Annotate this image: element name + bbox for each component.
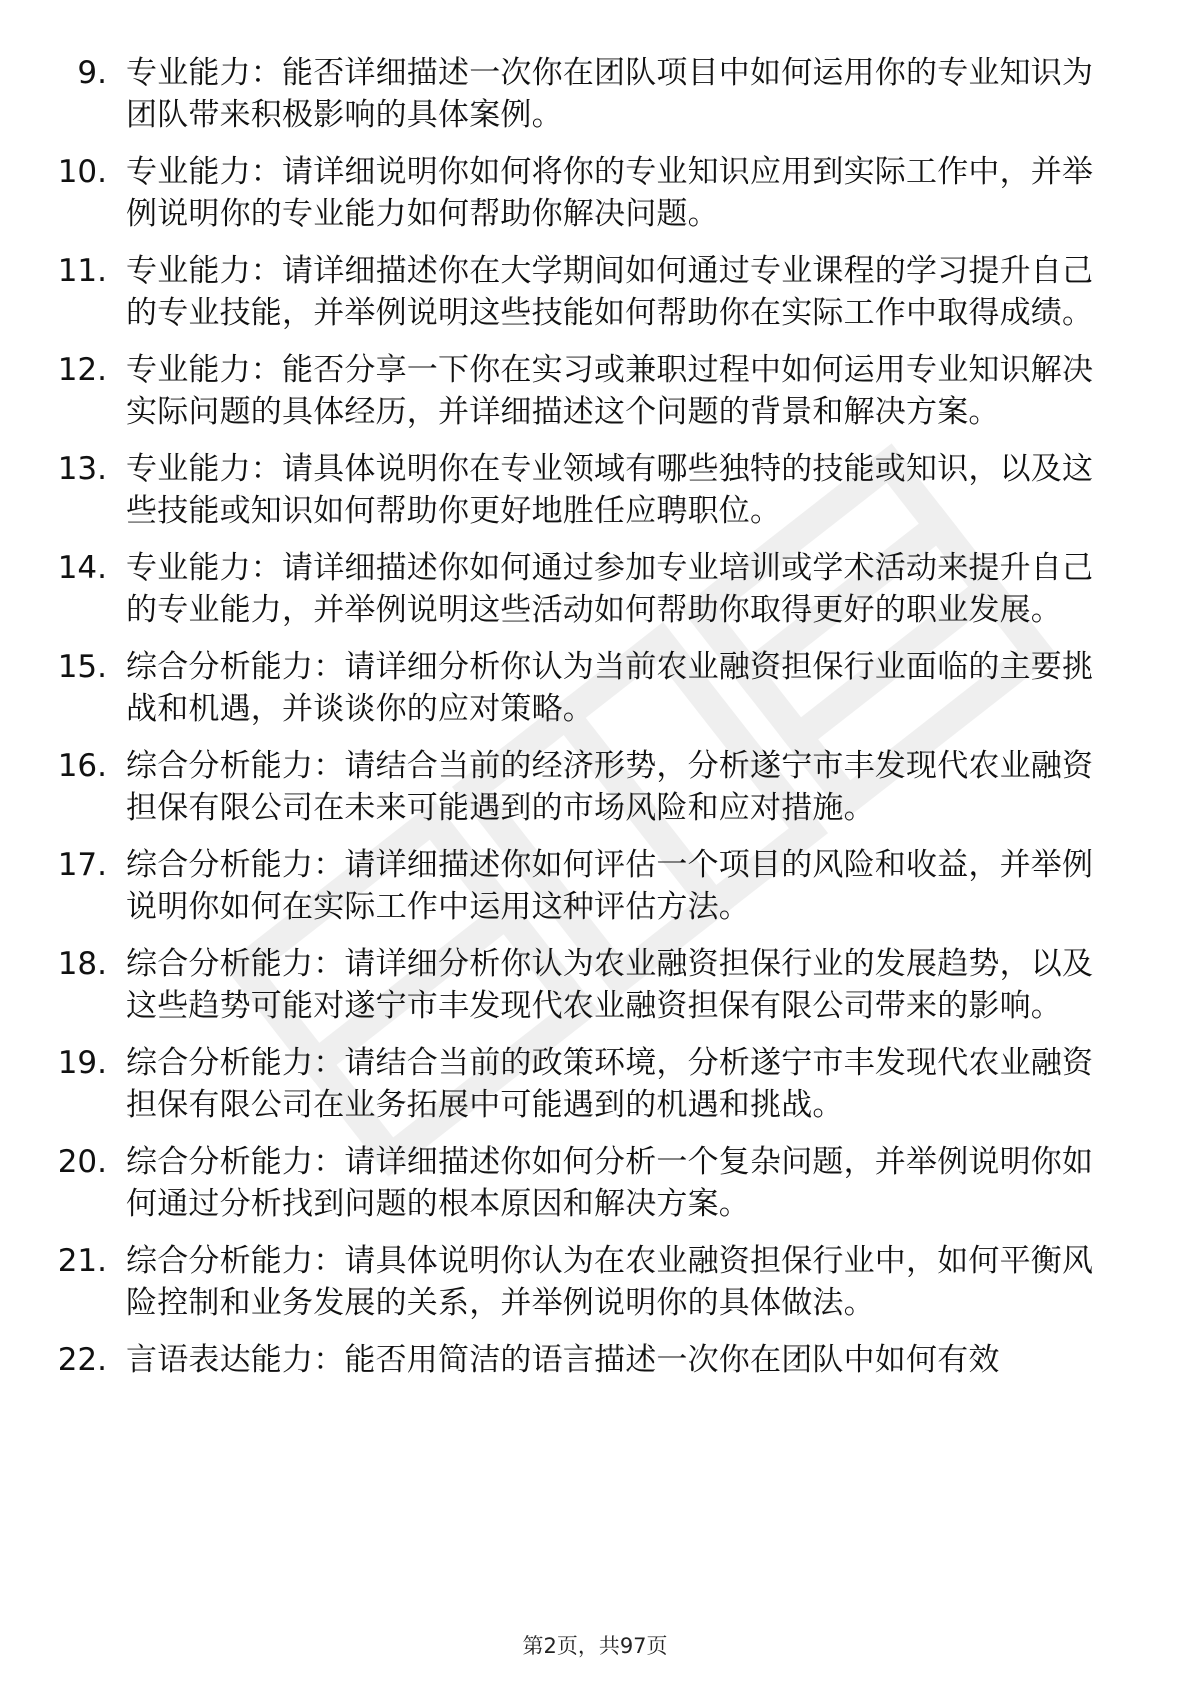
question-item-20	[0, 1141, 1190, 1225]
question-number: 15.	[57, 649, 107, 685]
question-text: 综合分析能力：请结合当前的经济形势，分析遂宁市丰发现代农业融资担保有限公司在未来可能遇到的市场风险和应对措施。	[126, 748, 1094, 826]
question-text: 专业能力：请详细描述你如何通过参加专业培训或学术活动来提升自己的专业能力，并举例说明这些活动如何帮助你取得更好的职业发展。	[126, 550, 1094, 628]
page-footer	[0, 1630, 1190, 1660]
question-item-15	[0, 646, 1190, 730]
question-number: 12.	[57, 352, 107, 388]
question-number: 13.	[57, 451, 107, 487]
question-text: 综合分析能力：请详细分析你认为当前农业融资担保行业面临的主要挑战和机遇，并谈谈你的应对策略。	[126, 649, 1094, 727]
question-text: 综合分析能力：请结合当前的政策环境，分析遂宁市丰发现代农业融资担保有限公司在业务拓展中可能遇到的机遇和挑战。	[126, 1045, 1094, 1123]
question-number: 14.	[57, 550, 107, 586]
question-text: 专业能力：能否详细描述一次你在团队项目中如何运用你的专业知识为团队带来积极影响的具体案例。	[126, 55, 1094, 133]
question-text: 专业能力：能否分享一下你在实习或兼职过程中如何运用专业知识解决实际问题的具体经历，并详细描述这个问题的背景和解决方案。	[126, 352, 1094, 430]
question-text: 综合分析能力：请详细描述你如何评估一个项目的风险和收益，并举例说明你如何在实际工作中运用这种评估方法。	[126, 847, 1094, 925]
question-number: 17.	[57, 847, 107, 883]
question-item-10	[0, 151, 1190, 235]
question-text: 综合分析能力：请具体说明你认为在农业融资担保行业中，如何平衡风险控制和业务发展的关系，并举例说明你的具体做法。	[126, 1243, 1094, 1321]
question-number: 21.	[57, 1243, 107, 1279]
question-text: 专业能力：请详细描述你在大学期间如何通过专业课程的学习提升自己的专业技能，并举例说明这些技能如何帮助你在实际工作中取得成绩。	[126, 253, 1094, 331]
question-item-22	[0, 1339, 1190, 1381]
page-number-label: 第2页，共97页	[522, 1634, 668, 1658]
question-number: 19.	[57, 1045, 107, 1081]
question-item-11	[0, 250, 1190, 334]
question-item-19	[0, 1042, 1190, 1126]
question-number: 16.	[57, 748, 107, 784]
question-item-17	[0, 844, 1190, 928]
question-text: 综合分析能力：请详细描述你如何分析一个复杂问题，并举例说明你如何通过分析找到问题的根本原因和解决方案。	[126, 1144, 1094, 1222]
question-item-14	[0, 547, 1190, 631]
question-text: 专业能力：请具体说明你在专业领域有哪些独特的技能或知识，以及这些技能或知识如何帮助你更好地胜任应聘职位。	[126, 451, 1094, 529]
question-text: 综合分析能力：请详细分析你认为农业融资担保行业的发展趋势，以及这些趋势可能对遂宁市丰发现代农业融资担保有限公司带来的影响。	[126, 946, 1094, 1024]
question-list	[0, 52, 1190, 1396]
question-number: 22.	[57, 1342, 107, 1378]
question-text: 言语表达能力：能否用简洁的语言描述一次你在团队中如何有效	[126, 1342, 1000, 1378]
question-item-13	[0, 448, 1190, 532]
question-number: 10.	[57, 154, 107, 190]
question-item-16	[0, 745, 1190, 829]
question-number: 11.	[57, 253, 107, 289]
question-item-12	[0, 349, 1190, 433]
question-number: 18.	[57, 946, 107, 982]
question-number: 20.	[57, 1144, 107, 1180]
question-item-18	[0, 943, 1190, 1027]
question-item-9	[0, 52, 1190, 136]
question-number: 9.	[77, 55, 107, 91]
question-item-21	[0, 1240, 1190, 1324]
question-text: 专业能力：请详细说明你如何将你的专业知识应用到实际工作中，并举例说明你的专业能力如何帮助你解决问题。	[126, 154, 1094, 232]
